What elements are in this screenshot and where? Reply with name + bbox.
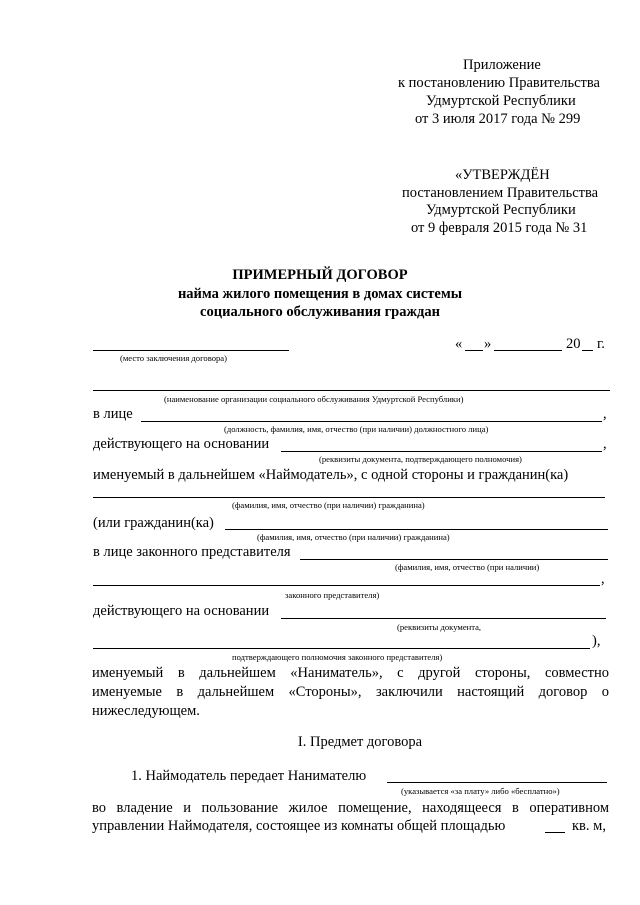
item-1-text: 1. Наймодатель передает Нанимателю — [131, 768, 367, 784]
date-year-suffix: г. — [597, 336, 605, 352]
legal-rep-field-cont[interactable] — [93, 585, 600, 586]
official-caption: (должность, фамилия, имя, отчество (при наличии) должностного лица) — [224, 424, 489, 434]
acting-basis-label-2: действующего на основании — [93, 603, 270, 619]
official-field[interactable] — [141, 421, 602, 422]
rep-authority-caption: (реквизиты документа, — [397, 622, 482, 632]
tenant-line: именуемые в дальнейшем «Стороны», заключили настоящий договор о — [92, 684, 609, 700]
landlord-line: именуемый в дальнейшем «Наймодатель», с одной стороны и гражданин(ка) — [93, 467, 569, 483]
tenant-line: именуемый в дальнейшем «Наниматель», с другой стороны, совместно — [92, 665, 609, 681]
appendix-line: Удмуртской Республики — [426, 93, 576, 109]
document-subtitle: найма жилого помещения в домах системы — [177, 286, 463, 302]
organization-caption: (наименование организации социального обслуживания Удмуртской Республики) — [164, 394, 464, 404]
approved-line: Удмуртской Республики — [426, 202, 576, 218]
date-year-field[interactable] — [582, 350, 593, 351]
rep-authority-field-cont[interactable] — [93, 648, 590, 649]
in-person-label: в лице — [93, 406, 133, 422]
citizen-alt-caption: (фамилия, имя, отчество (при наличии) гражданина) — [257, 532, 450, 542]
item-1-line: управлении Наймодателя, состоящее из комнаты общей площадью — [92, 818, 506, 834]
date-close-quote: » — [484, 336, 492, 352]
date-day-field[interactable] — [465, 350, 483, 351]
citizen-alt-field[interactable] — [225, 529, 608, 530]
payment-type-caption: (указывается «за плату» либо «бесплатно») — [401, 786, 560, 796]
appendix-line: к постановлению Правительства — [398, 75, 600, 91]
area-unit: кв. м, — [572, 818, 606, 834]
legal-rep-field[interactable] — [300, 559, 608, 560]
date-open-quote: « — [455, 336, 463, 352]
comma: , — [601, 571, 605, 587]
legal-rep-caption: (фамилия, имя, отчество (при наличии) — [395, 562, 540, 572]
authority-document-field[interactable] — [281, 451, 602, 452]
rep-authority-field[interactable] — [281, 618, 606, 619]
document-subtitle: социального обслуживания граждан — [200, 304, 440, 320]
comma: , — [603, 406, 607, 422]
authority-document-caption: (реквизиты документа, подтверждающего полномочия) — [319, 454, 522, 464]
payment-type-field[interactable] — [387, 782, 607, 783]
date-year-prefix: 20 — [566, 336, 581, 352]
section-heading: I. Предмет договора — [297, 734, 423, 750]
tenant-line: нижеследующем. — [92, 703, 200, 719]
area-field[interactable] — [545, 832, 565, 833]
appendix-date-number: от 3 июля 2017 года № 299 — [415, 111, 581, 127]
or-citizen-label: (или гражданин(ка) — [93, 515, 214, 531]
acting-basis-label: действующего на основании — [93, 436, 270, 452]
approved-date-number: от 9 февраля 2015 года № 31 — [411, 220, 588, 236]
legal-rep-caption-cont: законного представителя) — [285, 590, 380, 600]
citizen-caption: (фамилия, имя, отчество (при наличии) гражданина) — [232, 500, 425, 510]
citizen-field[interactable] — [93, 497, 605, 498]
document-title: ПРИМЕРНЫЙ ДОГОВОР — [232, 267, 408, 283]
approved-line: постановлением Правительства — [402, 185, 599, 201]
place-field[interactable] — [93, 350, 289, 351]
appendix-title: Приложение — [463, 57, 541, 73]
comma: , — [603, 436, 607, 452]
organization-field[interactable] — [93, 390, 610, 391]
approved-title: «УТВЕРЖДЁН — [455, 167, 550, 183]
close-paren: ), — [592, 633, 601, 649]
date-month-field[interactable] — [494, 350, 562, 351]
rep-authority-caption-cont: подтверждающего полномочия законного представителя) — [232, 652, 443, 662]
legal-rep-label: в лице законного представителя — [93, 544, 291, 560]
item-1-line: во владение и пользование жилое помещение, находящееся в оперативном — [92, 800, 609, 816]
place-caption: (место заключения договора) — [120, 353, 227, 363]
